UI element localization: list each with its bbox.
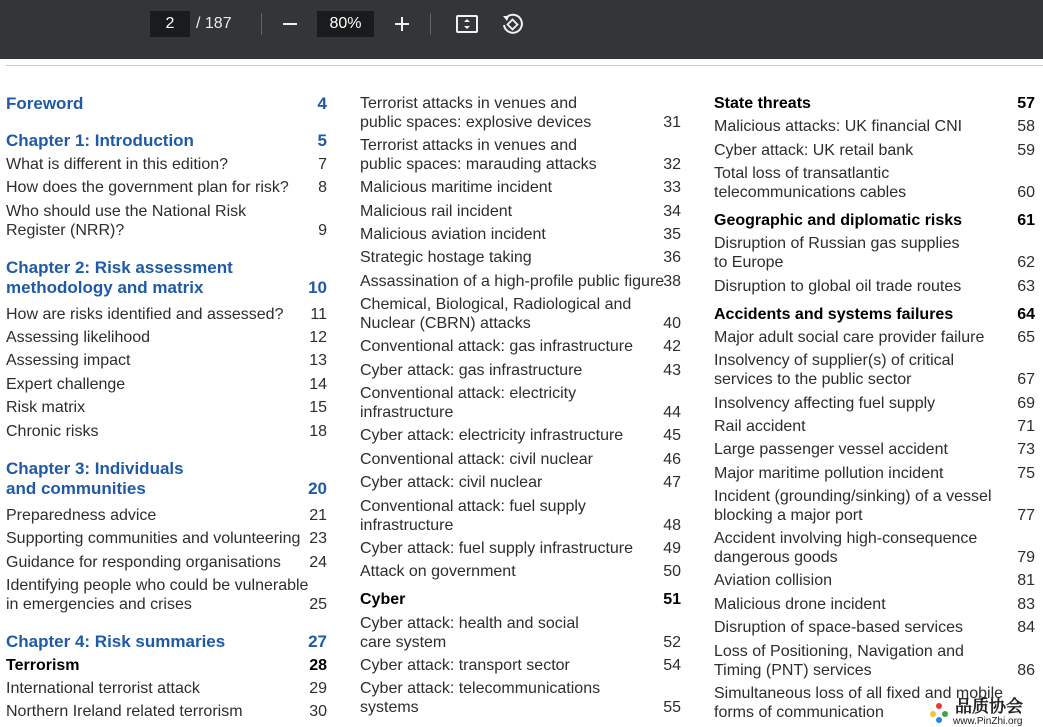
toc-entry-page: 50 <box>663 563 681 580</box>
toc-entry-title: Assessing likelihood <box>6 329 151 346</box>
toc-entry[interactable] <box>6 553 327 572</box>
toc-entry-title: Conventional attack: electricity <box>360 385 577 402</box>
toc-entry-page: 49 <box>663 540 681 557</box>
toc-entry-page: 18 <box>309 423 327 440</box>
page-number-input[interactable]: 2 <box>150 11 190 37</box>
toc-entry-page: 77 <box>1017 507 1035 524</box>
zoom-input[interactable]: 80% <box>317 11 374 37</box>
toc-entry[interactable] <box>714 117 1035 136</box>
toc-entry-page: 73 <box>1017 441 1035 458</box>
toc-entry[interactable] <box>6 202 327 240</box>
toc-entry-title: Insolvency of supplier(s) of critical <box>714 352 955 369</box>
toc-entry[interactable] <box>714 277 1035 296</box>
toc-entry-title: Assassination of a high-profile public figure <box>360 273 665 290</box>
toc-entry[interactable] <box>360 272 681 291</box>
toc-entry[interactable] <box>360 178 681 197</box>
toc-entry-title: What is different in this edition? <box>6 156 229 173</box>
toc-entry-page: 29 <box>309 680 327 697</box>
toc-entry[interactable] <box>714 351 1035 389</box>
toc-entry[interactable] <box>6 506 327 525</box>
toc-entry[interactable] <box>360 337 681 356</box>
toc-entry[interactable] <box>6 305 327 324</box>
toc-entry[interactable] <box>6 94 327 113</box>
toc-entry-title: Malicious aviation incident <box>360 226 546 243</box>
toc-entry-title: Strategic hostage taking <box>360 249 532 266</box>
toc-entry[interactable] <box>360 473 681 492</box>
toc-entry[interactable] <box>6 328 327 347</box>
toc-entry-title: Chemical, Biological, Radiological and <box>360 296 632 313</box>
toc-entry-page: 31 <box>663 114 681 131</box>
toc-entry-title: Foreword <box>6 94 84 113</box>
toc-entry-title: Disruption to global oil trade routes <box>714 278 962 295</box>
toc-entry-page: 28 <box>309 657 327 674</box>
plus-icon[interactable] <box>388 10 416 38</box>
toc-entry[interactable] <box>714 211 1035 230</box>
toc-entry[interactable] <box>360 225 681 244</box>
toc-entry-title: Risk matrix <box>6 399 86 416</box>
toc-entry[interactable] <box>714 234 1035 272</box>
toc-entry[interactable] <box>6 679 327 698</box>
toc-entry-title: Expert challenge <box>6 376 126 393</box>
toc-entry-title: Terrorist attacks in venues and <box>360 95 577 112</box>
toc-entry[interactable] <box>360 679 681 717</box>
toc-entry-page: 42 <box>663 338 681 355</box>
toc-entry-title: How does the government plan for risk? <box>6 179 289 196</box>
toc-entry-page: 67 <box>1017 371 1035 388</box>
toc-entry-title: Aviation collision <box>714 572 832 589</box>
toc-entry[interactable] <box>6 258 327 296</box>
toc-entry-title: Disruption of Russian gas supplies <box>714 235 960 252</box>
toc-entry[interactable] <box>714 595 1035 614</box>
toc-entry-title: Who should use the National Risk <box>6 203 247 220</box>
toc-entry-title-line2: Nuclear (CBRN) attacks <box>360 315 531 332</box>
toc-entry-page: 35 <box>663 226 681 243</box>
toc-entry-page: 58 <box>1017 118 1035 135</box>
toc-entry-title: Chapter 3: Individuals <box>6 459 184 478</box>
toc-entry-title: Total loss of transatlantic <box>714 165 890 182</box>
toc-entry-page: 13 <box>309 352 327 369</box>
rotate-icon[interactable] <box>498 10 526 38</box>
toc-entry[interactable] <box>6 131 327 150</box>
toc-entry[interactable] <box>714 328 1035 347</box>
toc-entry-title: Cyber attack: UK retail bank <box>714 142 914 159</box>
toc-entry-title-line2: public spaces: marauding attacks <box>360 156 597 173</box>
toc-entry-title: Cyber attack: health and social <box>360 615 579 632</box>
toc-entry-title: Terrorist attacks in venues and <box>360 137 577 154</box>
toc-entry-title: Cyber attack: transport sector <box>360 657 570 674</box>
toc-entry-title: Malicious drone incident <box>714 596 886 613</box>
toc-entry-title: Rail accident <box>714 418 806 435</box>
toc-entry-page: 69 <box>1017 395 1035 412</box>
toc-entry-page: 32 <box>663 156 681 173</box>
toc-entry-title: Terrorism <box>6 657 80 674</box>
toc-entry-title: Chapter 4: Risk summaries <box>6 632 226 651</box>
toc-entry[interactable] <box>6 702 327 721</box>
toc-entry-page: 40 <box>663 315 681 332</box>
toc-entry-page: 7 <box>318 156 327 173</box>
toc-entry-page: 62 <box>1017 254 1035 271</box>
toc-entry[interactable] <box>360 248 681 267</box>
toc-entry[interactable] <box>714 164 1035 202</box>
toc-entry[interactable] <box>6 375 327 394</box>
toc-entry-page: 86 <box>1017 662 1035 679</box>
toc-entry-page: 46 <box>663 451 681 468</box>
toc-entry-page: 60 <box>1017 184 1035 201</box>
toc-entry-page: 30 <box>309 703 327 720</box>
toc-entry-page: 64 <box>1017 306 1035 323</box>
toc-entry-title: Guidance for responding organisations <box>6 554 281 571</box>
toc-entry[interactable] <box>714 464 1035 483</box>
toc-entry-title: Accident involving high-consequence <box>714 530 978 547</box>
toc-entry[interactable] <box>360 361 681 380</box>
toc-entry-page: 54 <box>663 657 681 674</box>
toc-entry-title-line2: infrastructure <box>360 404 454 421</box>
toc-entry-title: Chronic risks <box>6 423 99 440</box>
toc-entry-page: 14 <box>309 376 327 393</box>
toc-entry[interactable] <box>714 571 1035 590</box>
toc-entry-title: Geographic and diplomatic risks <box>714 212 963 229</box>
toc-entry-title: Conventional attack: fuel supply <box>360 498 586 515</box>
svg-text:www.PinZhi.org: www.PinZhi.org <box>953 716 1023 727</box>
toc-entry-page: 5 <box>317 131 327 150</box>
page-rule <box>6 65 1043 66</box>
toc-entry-page: 11 <box>310 306 327 323</box>
toc-entry-page: 12 <box>309 329 327 346</box>
pdf-toolbar <box>0 0 1043 59</box>
toc-entry-title: State threats <box>714 95 811 112</box>
toc-entry-page: 36 <box>663 249 681 266</box>
toc-entry-page: 48 <box>663 517 681 534</box>
toc-entry-title-line2: systems <box>360 699 419 716</box>
toc-entry-page: 63 <box>1017 278 1035 295</box>
toc-entry[interactable] <box>714 94 1035 113</box>
toc-entry-page: 10 <box>308 278 327 297</box>
toc-entry-title-line2: methodology and matrix <box>6 278 204 297</box>
toc-entry-page: 9 <box>318 222 327 239</box>
toc-entry-page: 8 <box>318 179 327 196</box>
toc-entry[interactable] <box>714 394 1035 413</box>
toc-entry[interactable] <box>714 305 1035 324</box>
toc-entry-page: 24 <box>309 554 327 571</box>
toc-entry[interactable] <box>714 529 1035 567</box>
toc-entry-page: 55 <box>663 699 681 716</box>
toc-entry-title-line2: telecommunications cables <box>714 184 907 201</box>
toc-entry-title: Large passenger vessel accident <box>714 441 948 458</box>
toc-entry-title-line2: blocking a major port <box>714 507 863 524</box>
toc-entry[interactable] <box>6 529 327 548</box>
toc-entry-title: International terrorist attack <box>6 680 200 697</box>
fit-page-icon[interactable] <box>453 10 481 38</box>
toc-entry-page: 83 <box>1017 596 1035 613</box>
toolbar-divider <box>430 13 431 35</box>
toc-entry-page: 71 <box>1017 418 1035 435</box>
toc-entry-title: Incident (grounding/sinking) of a vessel <box>714 488 992 505</box>
toc-entry-page: 27 <box>308 632 327 651</box>
toc-entry[interactable] <box>6 576 327 614</box>
toc-entry-title: Northern Ireland related terrorism <box>6 703 243 720</box>
svg-text:品质协会: 品质协会 <box>955 697 1023 717</box>
toc-entry-title: Cyber attack: telecommunications <box>360 680 601 697</box>
toolbar-divider <box>261 13 262 35</box>
toc-entry-page: 43 <box>663 362 681 379</box>
toc-entry-page: 59 <box>1017 142 1035 159</box>
toc-entry[interactable] <box>360 590 681 609</box>
toc-entry-title: How are risks identified and assessed? <box>6 306 284 323</box>
toc-entry[interactable] <box>714 642 1035 680</box>
toc-entry[interactable] <box>6 632 327 651</box>
toc-entry-page: 84 <box>1017 619 1035 636</box>
toc-entry-title-line2: dangerous goods <box>714 549 838 566</box>
toc-entry[interactable] <box>360 202 681 221</box>
toc-entry[interactable] <box>360 136 681 174</box>
toc-entry-title: Conventional attack: civil nuclear <box>360 451 594 468</box>
toc-entry-title: Malicious maritime incident <box>360 179 553 196</box>
toc-entry[interactable] <box>360 562 681 581</box>
toc-entry-page: 79 <box>1017 549 1035 566</box>
pinzhi-watermark-logo <box>925 688 1043 727</box>
toc-entry-page: 81 <box>1017 572 1035 589</box>
toc-entry-page: 33 <box>663 179 681 196</box>
toc-entry-page: 75 <box>1017 465 1035 482</box>
toc-entry[interactable] <box>714 487 1035 525</box>
toc-entry-title: Malicious rail incident <box>360 203 513 220</box>
toc-entry-title: Identifying people who could be vulnerable <box>6 577 309 594</box>
toc-entry-page: 57 <box>1017 95 1035 112</box>
toc-entry[interactable] <box>360 384 681 422</box>
toc-entry[interactable] <box>714 141 1035 160</box>
toc-entry[interactable] <box>714 618 1035 637</box>
toc-entry-title: Preparedness advice <box>6 507 157 524</box>
toc-entry-title: Conventional attack: gas infrastructure <box>360 338 634 355</box>
toc-entry[interactable] <box>360 539 681 558</box>
toc-entry-title: Disruption of space-based services <box>714 619 964 636</box>
toc-entry[interactable] <box>360 94 681 132</box>
toc-entry[interactable] <box>360 426 681 445</box>
toc-entry-title: Major maritime pollution incident <box>714 465 944 482</box>
toc-entry[interactable] <box>6 459 327 497</box>
toc-entry-page: 4 <box>317 94 327 113</box>
toc-entry-page: 51 <box>663 591 681 608</box>
toc-entry[interactable] <box>6 422 327 441</box>
toc-entry-title: Simultaneous loss of all fixed and mobile <box>714 685 1004 702</box>
toc-entry-page: 25 <box>309 596 327 613</box>
toc-entry-title: Major adult social care provider failure <box>714 329 985 346</box>
toc-entry-title-line2: forms of communication <box>714 704 884 721</box>
toc-entry-title: Insolvency affecting fuel supply <box>714 395 936 412</box>
toc-entry-page: 20 <box>308 479 327 498</box>
toc-entry-page: 61 <box>1017 212 1035 229</box>
toc-entry-title: Cyber attack: electricity infrastructure <box>360 427 624 444</box>
toc-entry[interactable] <box>714 417 1035 436</box>
toc-entry[interactable] <box>360 497 681 535</box>
toc-entry-title-line2: services to the public sector <box>714 371 912 388</box>
toc-entry-title: Accidents and systems failures <box>714 306 954 323</box>
toc-entry-page: 23 <box>309 530 327 547</box>
toc-entry-title: Supporting communities and volunteering <box>6 530 301 547</box>
toc-entry-page: 44 <box>663 404 681 421</box>
toc-entry-title-line2: Register (NRR)? <box>6 222 125 239</box>
toc-entry-title: Chapter 1: Introduction <box>6 131 194 150</box>
toc-entry-title: Cyber attack: gas infrastructure <box>360 362 583 379</box>
toc-entry-title: Attack on government <box>360 563 516 580</box>
toc-entry-title-line2: care system <box>360 634 447 651</box>
toc-entry-title: Loss of Positioning, Navigation and <box>714 643 964 660</box>
toc-entry[interactable] <box>6 178 327 197</box>
toc-entry[interactable] <box>360 450 681 469</box>
toc-entry-page: 15 <box>309 399 327 416</box>
toc-entry[interactable] <box>360 656 681 675</box>
toc-entry[interactable] <box>360 295 681 333</box>
toc-entry-title: Cyber attack: fuel supply infrastructure <box>360 540 634 557</box>
toc-entry-page: 45 <box>663 427 681 444</box>
toc-entry-title-line2: infrastructure <box>360 517 454 534</box>
toc-entry-title-line2: and communities <box>6 479 146 498</box>
toc-entry-title-line2: public spaces: explosive devices <box>360 114 592 131</box>
toc-entry[interactable] <box>360 614 681 652</box>
toc-entry-title: Cyber attack: civil nuclear <box>360 474 543 491</box>
toc-entry-title: Assessing impact <box>6 352 131 369</box>
toc-entry[interactable] <box>714 440 1035 459</box>
toc-entry[interactable] <box>6 398 327 417</box>
toc-entry-page: 38 <box>663 273 681 290</box>
page-total: / 187 <box>196 15 232 32</box>
toc-entry-title: Chapter 2: Risk assessment <box>6 258 233 277</box>
toc-entry-title-line2: in emergencies and crises <box>6 596 192 613</box>
toc-entry-title: Malicious attacks: UK financial CNI <box>714 118 963 135</box>
toc-entry-page: 52 <box>663 634 681 651</box>
toc-entry-page: 34 <box>663 203 681 220</box>
toc-entry-page: 21 <box>309 507 327 524</box>
toc-entry[interactable] <box>6 351 327 370</box>
toc-entry-title-line2: Timing (PNT) services <box>714 662 872 679</box>
toc-entry-title-line2: to Europe <box>714 254 784 271</box>
toc-entry[interactable] <box>6 656 327 675</box>
toc-entry-title: Cyber <box>360 591 406 608</box>
minus-icon[interactable] <box>276 10 304 38</box>
toc-entry-page: 47 <box>663 474 681 491</box>
toc-entry[interactable] <box>6 155 327 174</box>
toc-entry-page: 65 <box>1017 329 1035 346</box>
